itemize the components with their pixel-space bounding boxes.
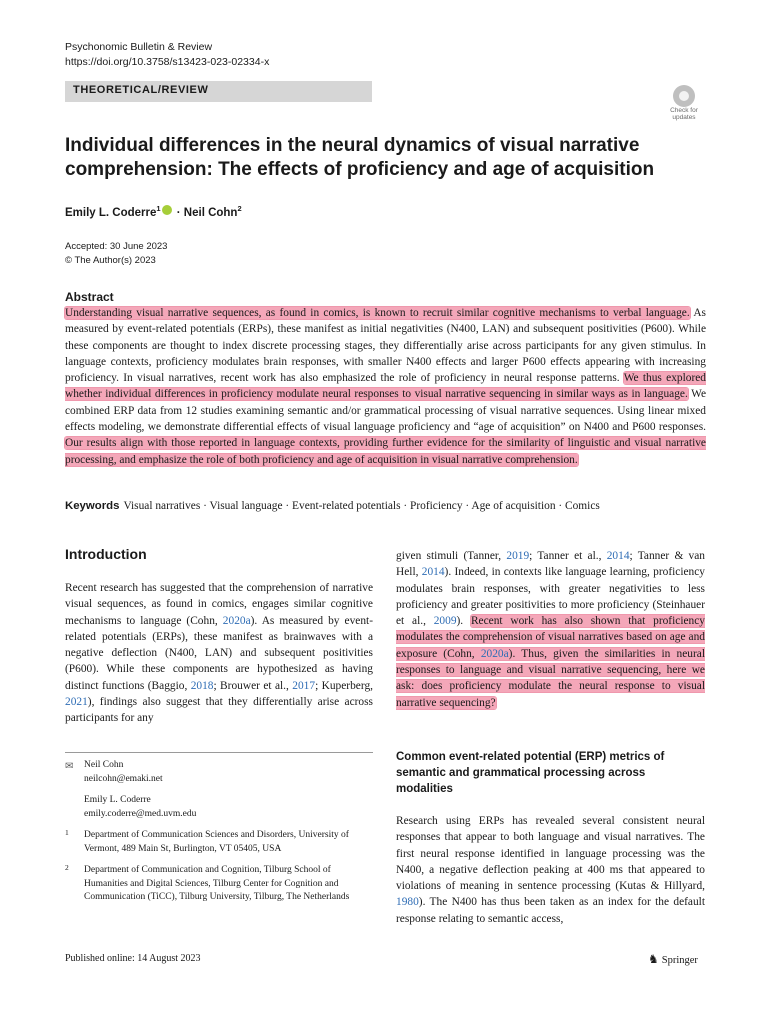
keywords-label: Keywords bbox=[65, 500, 120, 512]
highlighted-text[interactable] bbox=[396, 615, 705, 708]
highlighted-text-part: ). Thus, given the similarities in neural responses to language and visual narrative sequencing, here we ask: does proficiency modulate the neural response to visual narrative sequencing? bbox=[396, 647, 706, 709]
citation-link[interactable]: 2009 bbox=[433, 615, 457, 628]
body-text: ; Kuperberg, bbox=[315, 679, 373, 692]
correspondence-block bbox=[65, 759, 373, 821]
envelope-icon: ✉ bbox=[65, 761, 74, 772]
highlighted-text-part: Recent work has also shown that proficiency modulates the comprehension of visual narratives based on age and exposure (Cohn, bbox=[396, 615, 705, 660]
body-text: ). As measured by event-related potentials (ERPs), these manifest as brainwaves with a negative deflection (N400, LAN) and subsequent positivities (P600). While these components are hypothesized as having distinct functions (Baggio, bbox=[65, 614, 373, 692]
orcid-icon[interactable] bbox=[162, 205, 172, 215]
affiliation-number: 2 bbox=[65, 863, 69, 872]
article-dates bbox=[65, 240, 167, 268]
abstract-heading: Abstract bbox=[65, 290, 114, 304]
springer-horse-icon: ♞ bbox=[648, 952, 659, 966]
citation-link[interactable]: 2018 bbox=[190, 679, 214, 692]
body-text: Recent research has suggested that the comprehension of narrative visual sequences, as found in comics, engages similar cognitive mechanisms to language (Cohn, bbox=[65, 582, 373, 627]
body-text: ), findings also suggest that they differentially arise across participants for any bbox=[65, 696, 373, 725]
article-title: Individual differences in the neural dynamics of visual narrative comprehension: The effects of proficiency and age of acquisition bbox=[65, 135, 655, 180]
publisher-name: Springer bbox=[661, 955, 698, 966]
contact-name: Neil Cohn bbox=[84, 760, 124, 770]
abstract-body bbox=[65, 305, 706, 468]
affiliation-text: Department of Communication and Cognition, Tilburg School of Humanities and Digital Sciences, Tilburg Center for Cognition and Communication (TiCC), Tilburg University, Tilburg, The Netherlands bbox=[84, 865, 350, 902]
check-for-updates-badge[interactable] bbox=[662, 85, 706, 125]
body-text: given stimuli (Tanner, bbox=[396, 550, 507, 562]
footnote-divider bbox=[65, 752, 373, 753]
abstract-text: As measured by event-related potentials (ERPs), these manifest as initial negativities (N400, LAN) and subsequent positivities (P600). While these components are thought to index discrete processing stages, they differentially arise across participants for any given stimulus. In language contexts, proficiency modulates brain responses, with smaller N400 effects and larger P600 effects appearing with increasing proficiency. In visual narratives, recent work has also emphasized the role of proficiency in neural response patterns. bbox=[65, 307, 706, 385]
body-text: ; Tanner & van Hell, bbox=[396, 550, 706, 579]
published-date: Published online: 14 August 2023 bbox=[65, 953, 201, 964]
highlighted-text[interactable]: Understanding visual narrative sequences, as found in comics, is known to recruit similar cognitive mechanisms to verbal language. bbox=[65, 307, 690, 319]
introduction-paragraph bbox=[65, 580, 373, 727]
affiliation-marker: 2 bbox=[237, 204, 242, 213]
introduction-heading: Introduction bbox=[65, 546, 147, 562]
keywords-line bbox=[65, 500, 706, 512]
section-label-bar bbox=[65, 81, 372, 102]
affiliation-2 bbox=[65, 864, 373, 905]
affiliation-marker: 1 bbox=[156, 204, 161, 213]
author-separator: · bbox=[173, 206, 184, 219]
author-name[interactable]: Neil Cohn bbox=[183, 206, 238, 219]
section-subheading: Common event-related potential (ERP) metrics of semantic and grammatical processing across modalities bbox=[396, 751, 665, 795]
citation-link[interactable]: 2020a bbox=[480, 647, 509, 660]
section-paragraph bbox=[396, 813, 705, 927]
introduction-paragraph-continued bbox=[396, 548, 705, 711]
check-badge-line1: Check for bbox=[670, 107, 698, 114]
body-text: Research using ERPs has revealed several consistent neural responses that appear to both language and visual narratives. The first neural response identified in language processing was the N400, a negative deflection peaking at 400 ms that appeared to violations of meaning in sentence processing (Kutas & Hillyard, bbox=[396, 815, 705, 893]
citation-link[interactable]: 2020a bbox=[222, 614, 251, 627]
citation-link[interactable]: 2021 bbox=[65, 696, 88, 709]
journal-name: Psychonomic Bulletin & Review bbox=[65, 41, 213, 53]
citation-link[interactable]: 2019 bbox=[506, 550, 530, 562]
author-list bbox=[65, 204, 242, 219]
affiliation-1 bbox=[65, 829, 373, 856]
abstract-text: We combined ERP data from 12 studies examining semantic and/or grammatical processing of visual narrative sequences. Using linear mixed effects modeling, we demonstrate differential effects of visual language proficiency and “age of acquisition” on N400 and P600 responses. bbox=[65, 388, 706, 434]
check-badge-line2: updates bbox=[672, 114, 696, 121]
journal-header bbox=[65, 40, 269, 70]
author-name[interactable]: Emily L. Coderre bbox=[65, 206, 157, 219]
contact-email[interactable]: neilcohn@emaki.net bbox=[84, 773, 163, 784]
body-text: ). The N400 has thus been taken as an index for the default response relating to semantic access, bbox=[396, 896, 705, 925]
affiliation-number: 1 bbox=[65, 828, 69, 837]
copyright-line: © The Author(s) 2023 bbox=[65, 255, 156, 266]
doi-link[interactable]: https://doi.org/10.3758/s13423-023-02334-x bbox=[65, 56, 270, 68]
keywords-list: Visual narratives · Visual language · Event-related potentials · Proficiency · Age of acquisition · Comics bbox=[123, 500, 600, 512]
citation-link[interactable]: 2014 bbox=[421, 566, 445, 579]
body-text: ). bbox=[456, 615, 471, 628]
publisher-logo[interactable] bbox=[648, 952, 698, 967]
highlighted-text[interactable]: We thus explored whether individual differences in proficiency modulate neural responses to visual narrative sequencing in similar ways as in language. bbox=[65, 372, 706, 401]
citation-link[interactable]: 2014 bbox=[606, 550, 630, 562]
contact-name: Emily L. Coderre bbox=[84, 795, 151, 805]
check-for-updates-icon bbox=[673, 85, 695, 107]
citation-link[interactable]: 1980 bbox=[396, 896, 419, 909]
section-label: THEORETICAL/REVIEW bbox=[73, 84, 209, 96]
accepted-date: Accepted: 30 June 2023 bbox=[65, 241, 168, 252]
author-contact-footnote bbox=[65, 759, 373, 905]
affiliation-text: Department of Communication Sciences and Disorders, University of Vermont, 489 Main St, Burlington, VT 05405, USA bbox=[84, 830, 349, 854]
contact-email[interactable]: emily.coderre@med.uvm.edu bbox=[84, 808, 197, 819]
body-text: ; Brouwer et al., bbox=[213, 679, 293, 692]
citation-link[interactable]: 2017 bbox=[292, 679, 316, 692]
highlighted-text[interactable]: Our results align with those reported in language contexts, providing further evidence for the similarity of linguistic and visual narrative processing, and emphasize the role of both proficiency and age of acquisition in visual narrative comprehension. bbox=[65, 437, 706, 466]
body-text: ; Tanner et al., bbox=[529, 550, 607, 562]
body-text: ). Indeed, in contexts like language learning, proficiency modulates brain responses, with greater negativities to less proficiency and greater positivities to more proficiency (Steinhauer et al., bbox=[396, 566, 705, 628]
